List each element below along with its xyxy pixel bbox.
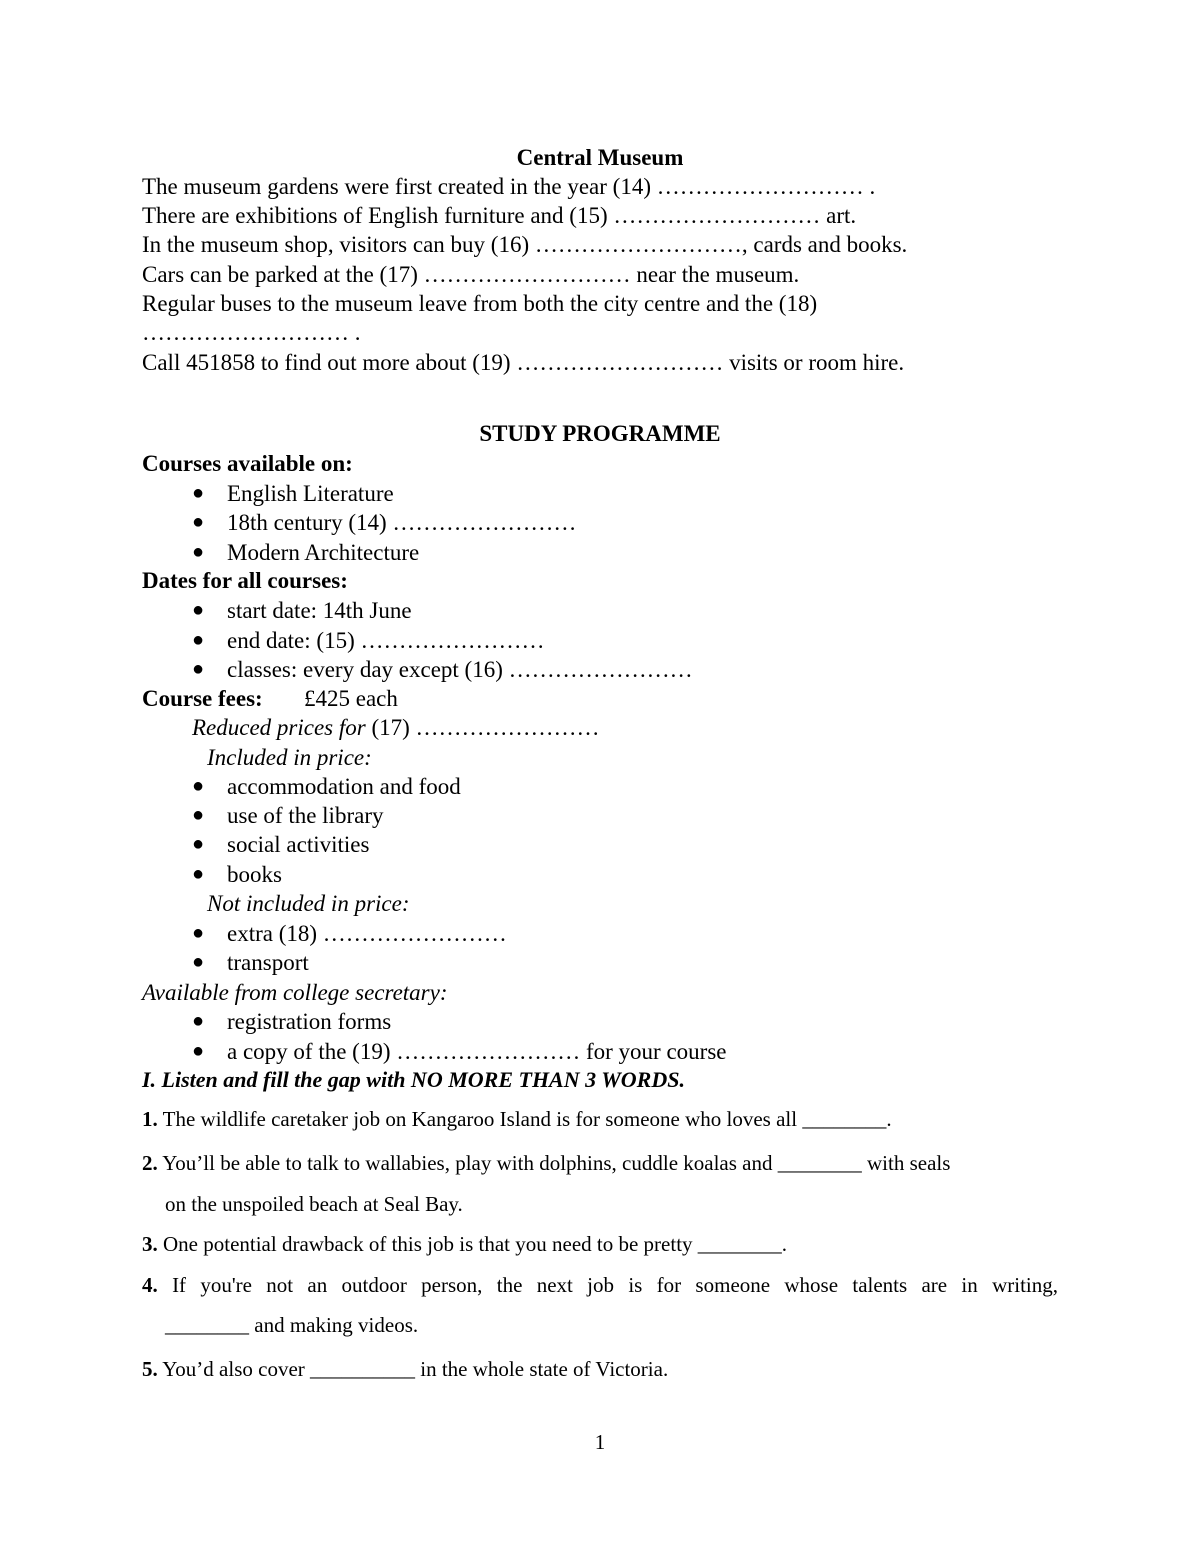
- museum-line-15: There are exhibitions of English furniture and (15) ……………………… art.: [142, 203, 857, 228]
- museum-line-18: Regular buses to the museum leave from both the city centre and the (18): [142, 291, 818, 316]
- question-number: 1.: [142, 1107, 158, 1131]
- not-included-item: transport: [227, 950, 309, 975]
- exercise-instruction: I. Listen and fill the gap with NO MORE THAN 3 WORDS.: [142, 1067, 685, 1092]
- included-item: accommodation and food: [227, 774, 461, 799]
- reduced-prices-line: [192, 713, 600, 742]
- not-included-item: extra (18) ……………………: [227, 921, 507, 946]
- included-item: social activities: [227, 832, 370, 857]
- bullet-icon: ●: [192, 951, 205, 973]
- study-title: STUDY PROGRAMME: [479, 421, 721, 446]
- question-4-continued: ________ and making videos.: [165, 1313, 419, 1337]
- museum-title: Central Museum: [516, 145, 684, 170]
- course-item: Modern Architecture: [227, 540, 420, 565]
- question-text: The wildlife caretaker job on Kangaroo Island is for someone who loves all ________.: [162, 1107, 892, 1131]
- fees-heading: Course fees:: [142, 686, 263, 711]
- included-item: use of the library: [227, 803, 384, 828]
- date-item: start date: 14th June: [227, 598, 412, 623]
- course-item: English Literature: [227, 481, 394, 506]
- question-number: 2.: [142, 1151, 158, 1175]
- bullet-icon: ●: [192, 1010, 205, 1032]
- date-item: end date: (15) ……………………: [227, 628, 545, 653]
- question-5: [142, 1355, 668, 1383]
- bullet-icon: ●: [192, 775, 205, 797]
- date-item: classes: every day except (16) ……………………: [227, 657, 693, 682]
- question-3: [142, 1230, 787, 1258]
- museum-line-19: Call 451858 to find out more about (19) ……………………… visits or room hire.: [142, 350, 905, 375]
- museum-line-18-gap: ……………………… .: [142, 320, 361, 345]
- question-number: 4.: [142, 1273, 158, 1297]
- bullet-icon: ●: [192, 511, 205, 533]
- question-2: [142, 1149, 950, 1177]
- reduced-gap: (17) ……………………: [371, 715, 600, 740]
- course-item: 18th century (14) ……………………: [227, 510, 577, 535]
- question-text: You’d also cover __________ in the whole state of Victoria.: [162, 1357, 669, 1381]
- question-text: You’ll be able to talk to wallabies, play with dolphins, cuddle koalas and ________ with seals: [162, 1151, 951, 1175]
- fees-value: £425 each: [304, 686, 398, 711]
- secretary-label: Available from college secretary:: [142, 980, 448, 1005]
- bullet-icon: ●: [192, 863, 205, 885]
- included-label: Included in price:: [207, 745, 372, 770]
- bullet-icon: ●: [192, 804, 205, 826]
- courses-heading: Courses available on:: [142, 451, 353, 476]
- bullet-icon: ●: [192, 1040, 205, 1062]
- included-item: books: [227, 862, 282, 887]
- museum-line-14: The museum gardens were first created in the year (14) ……………………… .: [142, 174, 876, 199]
- question-text: One potential drawback of this job is that you need to be pretty ________.: [163, 1232, 788, 1256]
- question-text: If you're not an outdoor person, the next job is for someone whose talents are in writing,: [172, 1273, 1058, 1297]
- museum-line-17: Cars can be parked at the (17) ……………………… near the museum.: [142, 262, 800, 287]
- not-included-label: Not included in price:: [207, 891, 410, 916]
- museum-line-16: In the museum shop, visitors can buy (16) ………………………, cards and books.: [142, 232, 908, 257]
- question-number: 5.: [142, 1357, 158, 1381]
- bullet-icon: ●: [192, 833, 205, 855]
- bullet-icon: ●: [192, 629, 205, 651]
- bullet-icon: ●: [192, 658, 205, 680]
- question-2-continued: on the unspoiled beach at Seal Bay.: [165, 1192, 463, 1216]
- bullet-icon: ●: [192, 482, 205, 504]
- bullet-icon: ●: [192, 922, 205, 944]
- page-number: 1: [594, 1430, 606, 1454]
- dates-heading: Dates for all courses:: [142, 568, 348, 593]
- question-number: 3.: [142, 1232, 158, 1256]
- bullet-icon: ●: [192, 541, 205, 563]
- question-4: [142, 1271, 1058, 1299]
- bullet-icon: ●: [192, 599, 205, 621]
- reduced-label: Reduced prices for: [192, 715, 366, 740]
- secretary-item: registration forms: [227, 1009, 392, 1034]
- secretary-item: a copy of the (19) …………………… for your course: [227, 1039, 727, 1064]
- question-1: [142, 1105, 892, 1133]
